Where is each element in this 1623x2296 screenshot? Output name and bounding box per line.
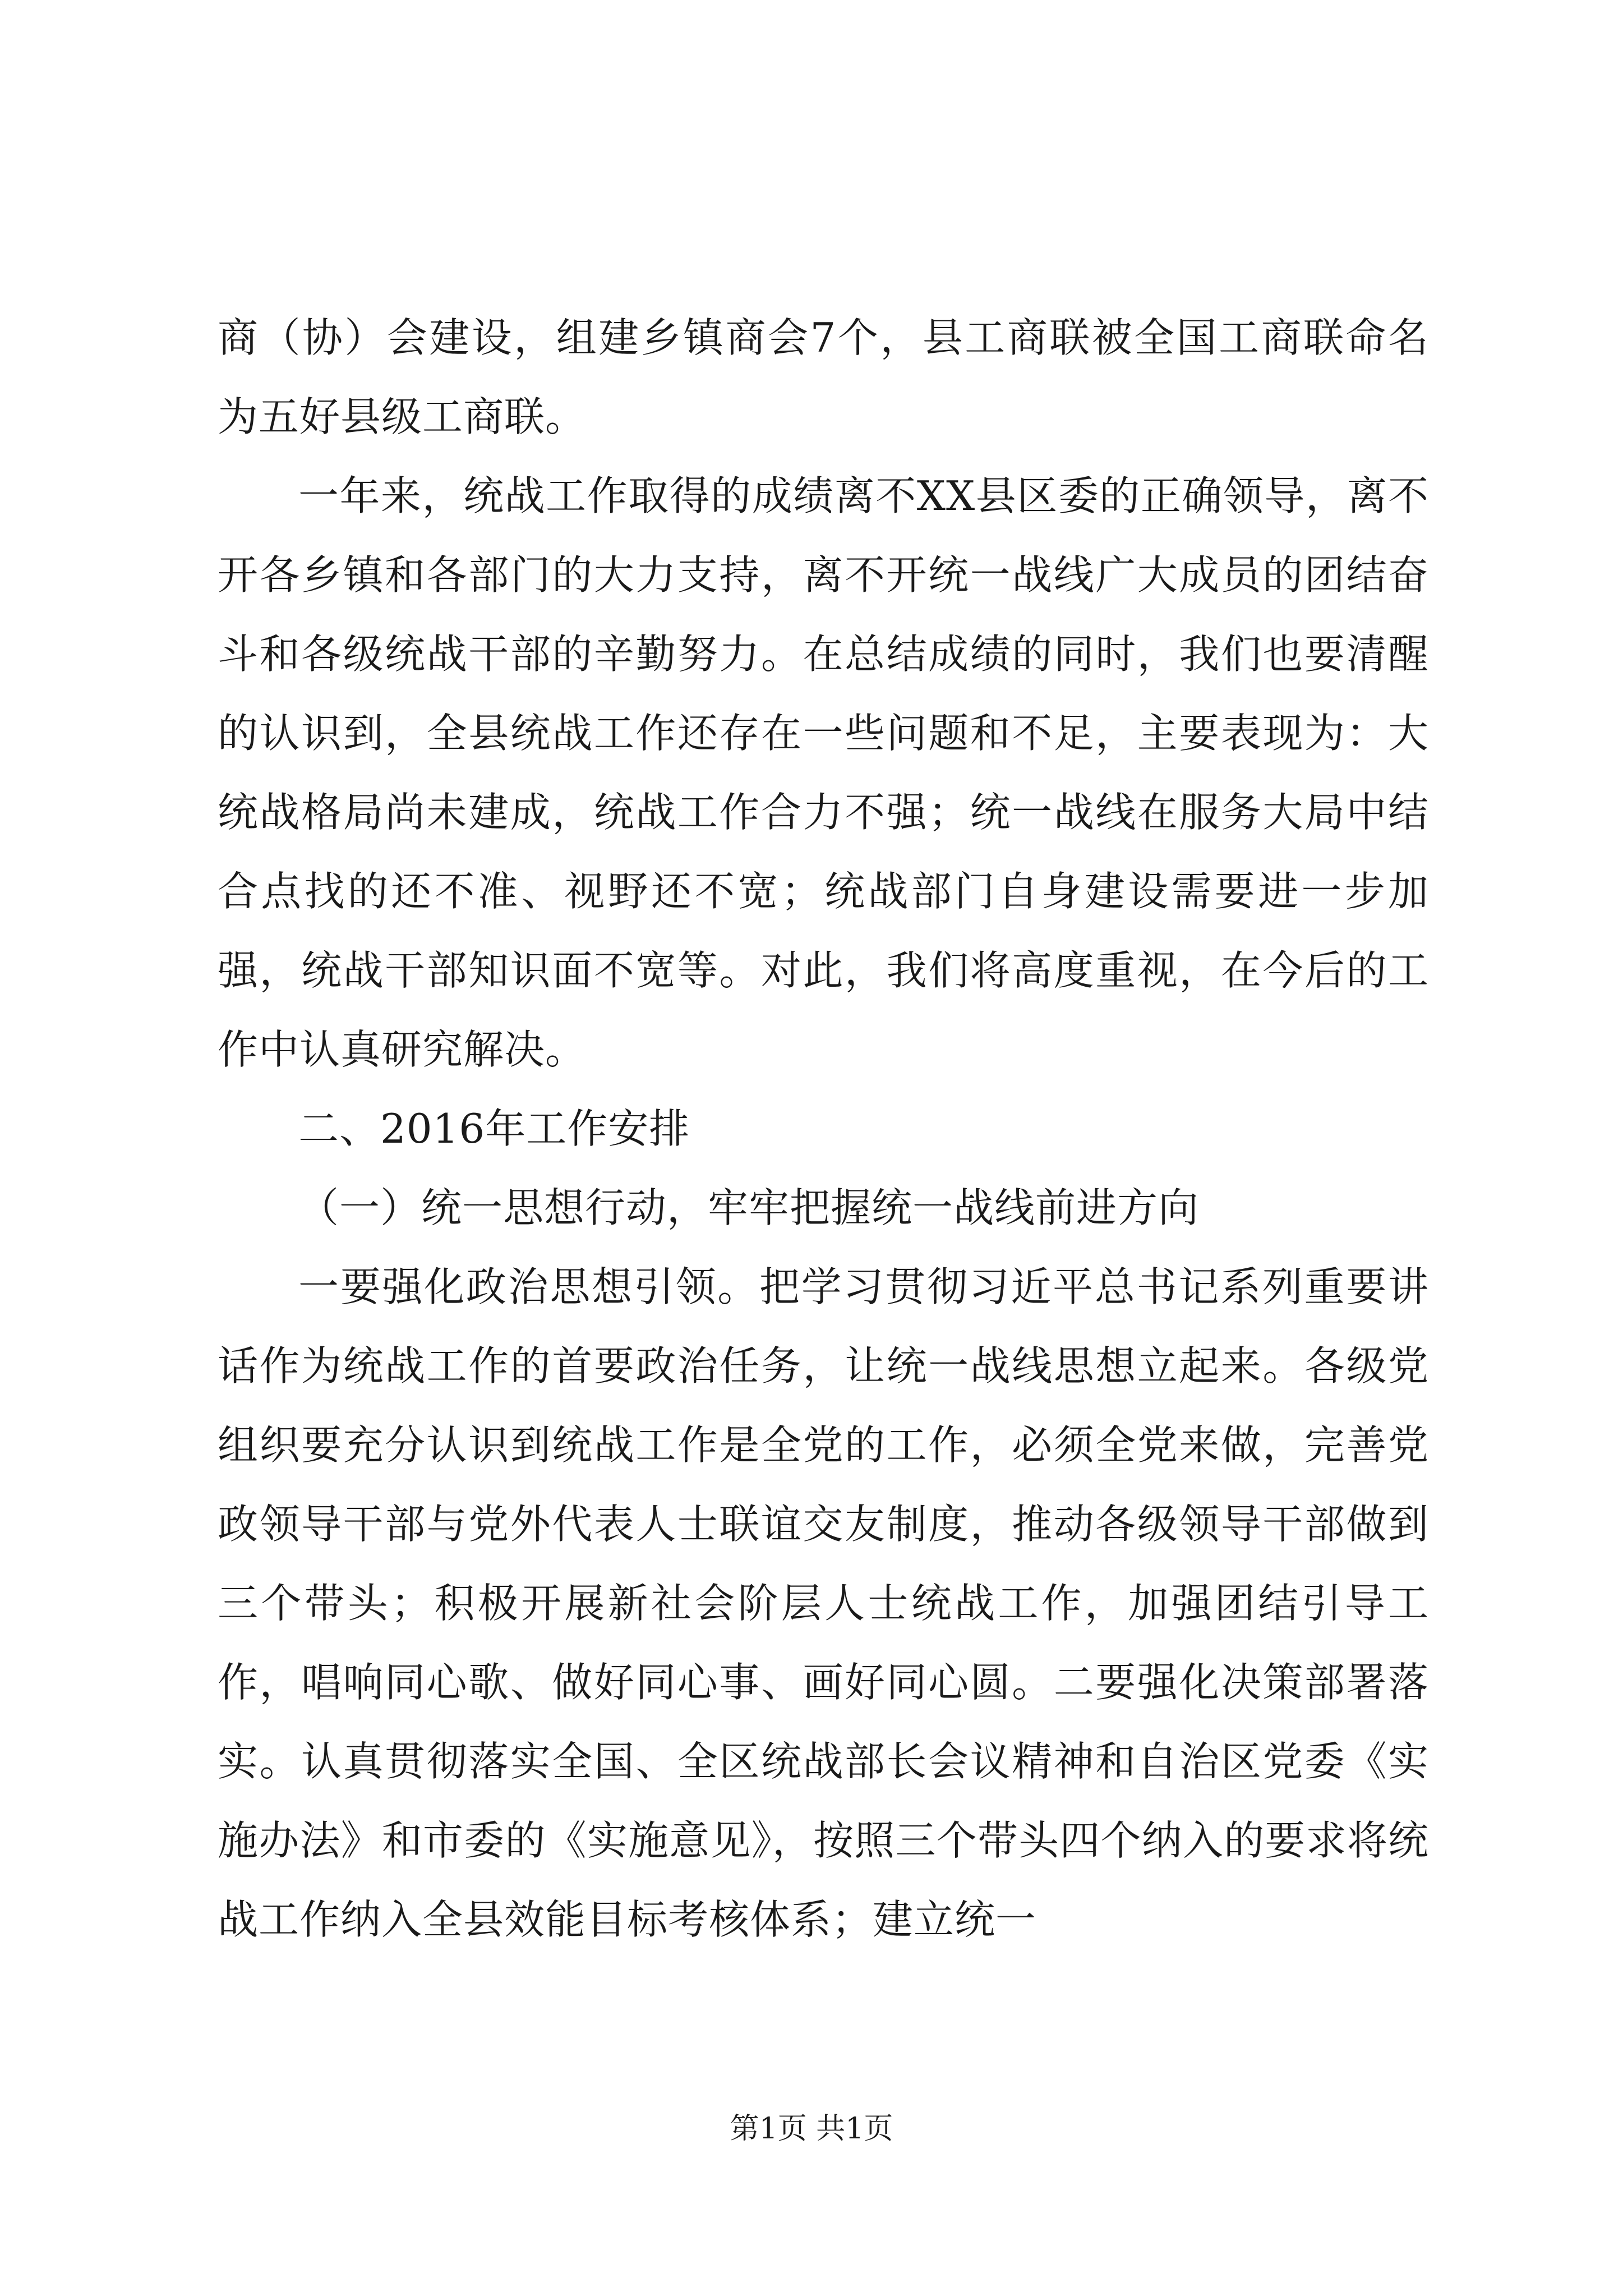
section-heading: 二、2016年工作安排 — [298, 1105, 690, 1152]
subsection-heading: （一）统一思想行动，牢牢把握统一战线前进方向 — [298, 1184, 1200, 1231]
paragraph-summary: 一年来，统战工作取得的成绩离不XX县区委的正确领导，离不开各乡镇和各部门的大力支持，离不开统一战线广大成员的团结奋斗和各级统战干部的辛勤努力。在总结成绩的同时，我们也要清醒的认识到，全县统战工作还存在一些问题和不足，主要表现为：大统战格局尚未建成，统战工作合力不强；统一战线在服务大局中结合点找的还不准、视野还不宽；统战部门自身建设需要进一步加强，统战干部知识面不宽等。对此，我们将高度重视，在今后的工作中认真研究解决。 — [218, 472, 1429, 1073]
paragraph-continuation: 商（协）会建设，组建乡镇商会7个，县工商联被全国工商联命名为五好县级工商联。 — [218, 314, 1429, 440]
document-body — [218, 298, 1429, 1959]
paragraph-body: 一要强化政治思想引领。把学习贯彻习近平总书记系列重要讲话作为统战工作的首要政治任务，让统一战线思想立起来。各级党组织要充分认识到统战工作是全党的工作，必须全党来做，完善党政领导干部与党外代表人士联谊交友制度，推动各级领导干部做到三个带头；积极开展新社会阶层人士统战工作，加强团结引导工作，唱响同心歌、做好同心事、画好同心圆。二要强化决策部署落实。认真贯彻落实全国、全区统战部长会议精神和自治区党委《实施办法》和市委的《实施意见》，按照三个带头四个纳入的要求将统战工作纳入全县效能目标考核体系；建立统一 — [218, 1263, 1429, 1943]
page-number-label: 第1页 共1页 — [730, 2112, 893, 2146]
page-footer — [0, 2109, 1623, 2148]
